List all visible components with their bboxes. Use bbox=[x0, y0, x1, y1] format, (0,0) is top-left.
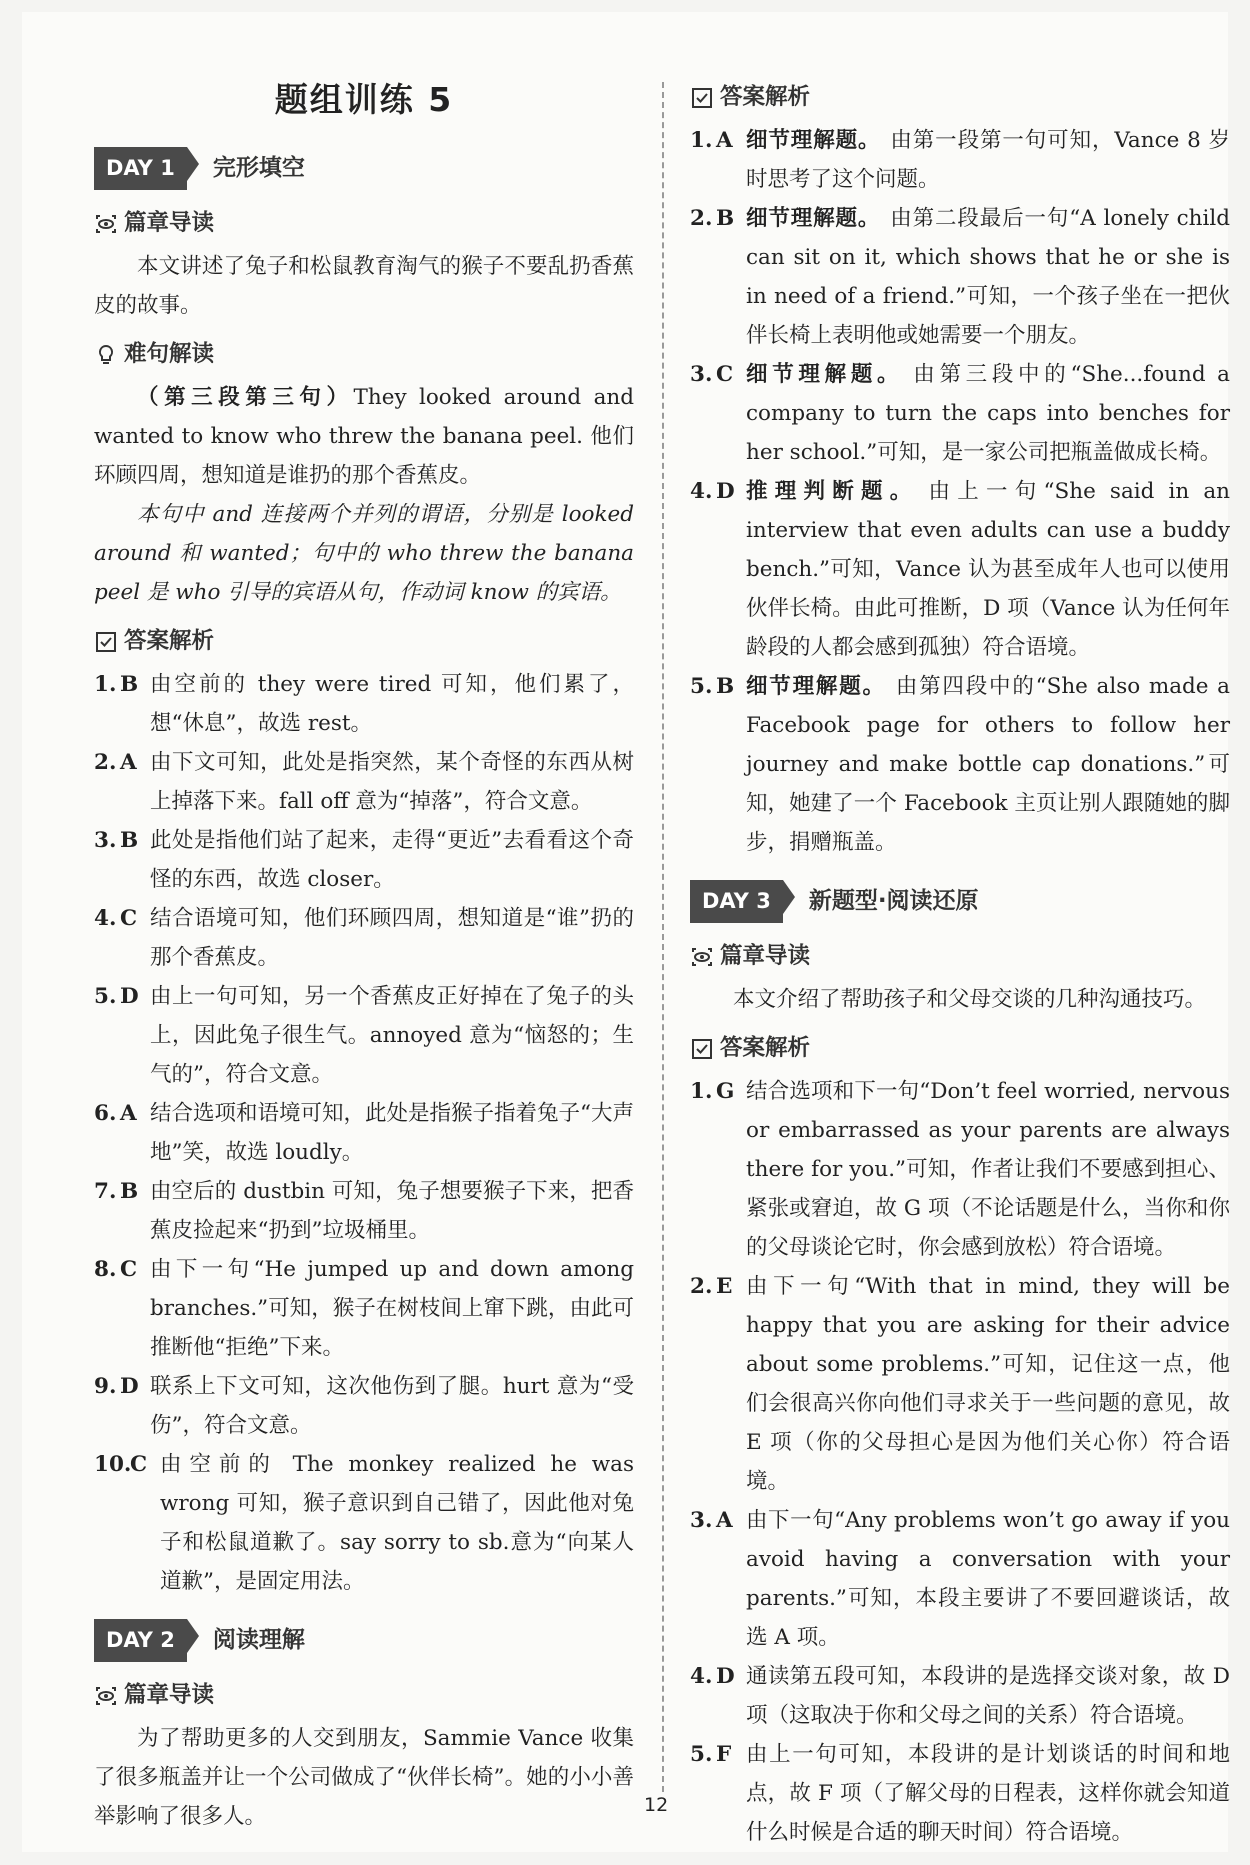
day1-badge: DAY 1 bbox=[94, 147, 187, 190]
list-item: 7. B 由空后的 dustbin 可知，兔子想要猴子下来，把香蕉皮捡起来“扔到”垃圾桶里。 bbox=[94, 1179, 634, 1243]
day1-hard-note: 本句中 and 连接两个并列的谓语，分别是 looked around 和 wanted；句中的 who threw the banana peel 是 who 引导的宾语从句，作动词 know 的宾语。 bbox=[94, 502, 634, 605]
list-item: 5. F 由上一句可知，本段讲的是计划谈话的时间和地点，故 F 项（了解父母的日程表，这样你就会知道什么时候是合适的聊天时间）符合语境。 bbox=[690, 1742, 1230, 1845]
list-item: 4. D 推理判断题。 由上一句“She said in an interview that even adults can use a buddy bench.”可知，Vance 认为甚至成年人也可以使用伙伴长椅。由此可推断，D 项（Vance 认为任何年龄段的人都会感到孤独）符合语境。 bbox=[690, 479, 1230, 660]
day1-hard-heading: 难句解读 bbox=[94, 335, 634, 374]
list-item: 3. A 由下一句“Any problems won’t go away if you avoid having a conversation with your parents.”可知，本段主要讲了不要回避谈话，故选 A 项。 bbox=[690, 1508, 1230, 1650]
day1-guide-text: 本文讲述了兔子和松鼠教育淘气的猴子不要乱扔香蕉皮的故事。 bbox=[94, 254, 634, 318]
list-item: 6. A 结合选项和语境可知，此处是指猴子指着兔子“大声地”笑，故选 loudly。 bbox=[94, 1101, 634, 1165]
list-item: 1. B 由空前的 they were tired 可知，他们累了，想“休息”，故选 rest。 bbox=[94, 672, 634, 736]
eye-icon bbox=[94, 212, 118, 236]
page-number: 12 bbox=[644, 1794, 669, 1816]
day2-answer-heading: 答案解析 bbox=[690, 78, 1230, 117]
list-item: 8. C 由下一句“He jumped up and down among branches.”可知，猴子在树枝间上窜下跳，由此可推断他“拒绝”下来。 bbox=[94, 1257, 634, 1360]
page bbox=[22, 12, 1228, 1852]
day2-header bbox=[94, 1619, 634, 1662]
list-item: 5. B 细节理解题。 由第四段中的“She also made a Facebook page for others to follow her journey and make bottle cap donations.”可知，她建了一个 Facebook 主页让别人跟随她的脚步，捐赠瓶盖。 bbox=[690, 674, 1230, 855]
day1-hard-prefix: （第三段第三句） bbox=[137, 385, 354, 410]
checkbox-icon bbox=[690, 86, 714, 110]
day1-name: 完形填空 bbox=[212, 155, 305, 181]
day2-badge: DAY 2 bbox=[94, 1619, 187, 1662]
day3-answer-list bbox=[690, 1072, 1230, 1852]
checkbox-icon bbox=[690, 1037, 714, 1061]
list-item: 10. C 由空前的 The monkey realized he was wrong 可知，猴子意识到自己错了，因此他对兔子和松鼠道歉了。say sorry to sb.意为“向某人道歉”，是固定用法。 bbox=[94, 1452, 634, 1594]
list-item: 1. A 细节理解题。 由第一段第一句可知，Vance 8 岁时思考了这个问题。 bbox=[690, 128, 1230, 192]
day3-answer-heading: 答案解析 bbox=[690, 1029, 1230, 1068]
day1-hard-text: They looked around and wanted to know who threw the banana peel. 他们环顾四周，想知道是谁扔的那个香蕉皮。 bbox=[94, 385, 634, 488]
day3-name: 新题型·阅读还原 bbox=[808, 888, 979, 914]
list-item: 2. B 细节理解题。 由第二段最后一句“A lonely child can sit on it, which shows that he or she is in need of a friend.”可知，一个孩子坐在一把伙伴长椅上表明他或她需要一个朋友。 bbox=[690, 206, 1230, 348]
day3-guide-text: 本文介绍了帮助孩子和父母交谈的几种沟通技巧。 bbox=[733, 987, 1207, 1012]
eye-icon bbox=[94, 1684, 118, 1708]
day3-guide-heading: 篇章导读 bbox=[690, 937, 1230, 976]
left-column bbox=[94, 74, 634, 1829]
eye-icon bbox=[690, 945, 714, 969]
list-item: 1. G 结合选项和下一句“Don’t feel worried, nervous or embarrassed as your parents are always there for you.”可知，作者让我们不要感到担心、紧张或窘迫，故 G 项（不论话题是什么，当你和你的父母谈论它时，你会感到放松）符合语境。 bbox=[690, 1079, 1230, 1260]
day2-answer-list bbox=[690, 121, 1230, 862]
list-item: 3. C 细节理解题。 由第三段中的“She...found a company to turn the caps into benches for her school.”可知，是一家公司把瓶盖做成长椅。 bbox=[690, 362, 1230, 465]
lightbulb-icon bbox=[94, 343, 118, 367]
column-divider bbox=[662, 82, 664, 1792]
list-item: 5. D 由上一句可知，另一个香蕉皮正好掉在了兔子的头上，因此兔子很生气。annoyed 意为“恼怒的；生气的”，符合文意。 bbox=[94, 984, 634, 1087]
day1-answer-heading: 答案解析 bbox=[94, 622, 634, 661]
day1-guide-heading: 篇章导读 bbox=[94, 204, 634, 243]
day3-badge: DAY 3 bbox=[690, 880, 783, 923]
day2-guide-heading: 篇章导读 bbox=[94, 1676, 634, 1715]
day1-hard-sentence bbox=[94, 378, 634, 495]
list-item: 4. C 结合语境可知，他们环顾四周，想知道是“谁”扔的那个香蕉皮。 bbox=[94, 906, 634, 970]
day3-header bbox=[690, 880, 1230, 923]
checkbox-icon bbox=[94, 630, 118, 654]
list-item: 2. E 由下一句“With that in mind, they will be happy that you are asking for their advice about some problems.”可知，记住这一点，他们会很高兴你向他们寻求关于一些问题的意见，故 E 项（你的父母担心是因为他们关心你）符合语境。 bbox=[690, 1274, 1230, 1494]
list-item: 3. B 此处是指他们站了起来，走得“更近”去看看这个奇怪的东西，故选 closer。 bbox=[94, 828, 634, 892]
page-title: 题组训练 5 bbox=[274, 80, 454, 119]
list-item: 2. A 由下文可知，此处是指突然，某个奇怪的东西从树上掉落下来。fall off 意为“掉落”，符合文意。 bbox=[94, 750, 634, 814]
day1-header bbox=[94, 147, 634, 190]
list-item: 4. D 通读第五段可知，本段讲的是选择交谈对象，故 D 项（这取决于你和父母之间的关系）符合语境。 bbox=[690, 1664, 1230, 1728]
right-column bbox=[690, 82, 1230, 1852]
day2-guide-text: 为了帮助更多的人交到朋友，Sammie Vance 收集了很多瓶盖并让一个公司做成了“伙伴长椅”。她的小小善举影响了很多人。 bbox=[94, 1726, 634, 1829]
list-item: 9. D 联系上下文可知，这次他伤到了腿。hurt 意为“受伤”，符合文意。 bbox=[94, 1374, 634, 1438]
day1-answer-list bbox=[94, 665, 634, 1601]
day2-name: 阅读理解 bbox=[212, 1627, 305, 1653]
